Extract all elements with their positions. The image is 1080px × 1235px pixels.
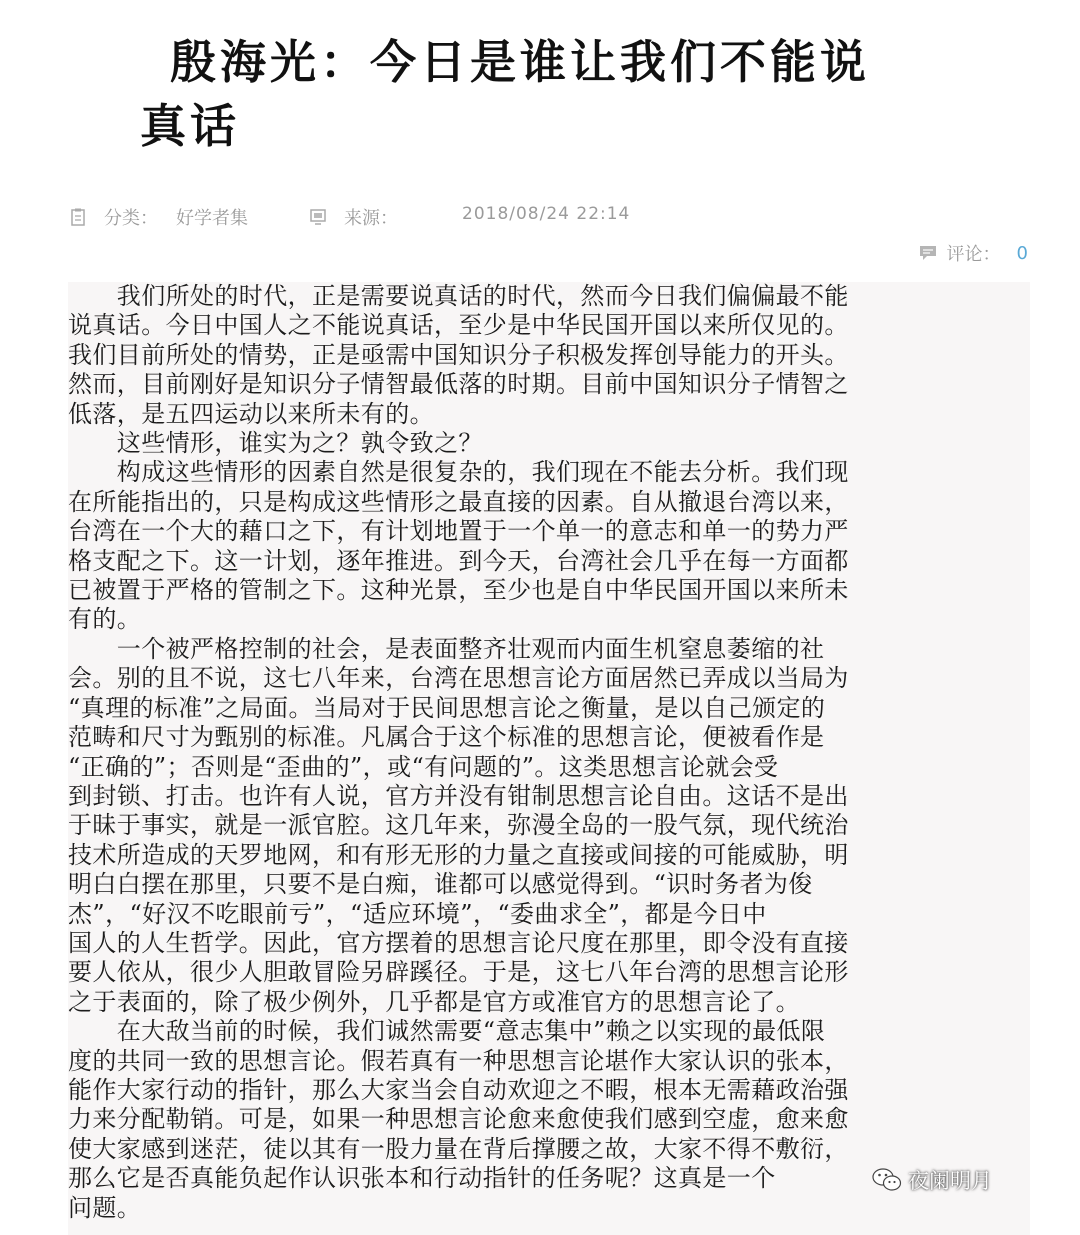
body-line: 技术所造成的天罗地网，和有形无形的力量之直接或间接的可能威胁，明	[68, 840, 849, 869]
body-line: 那么它是否真能负起作认识张本和行动指针的任务呢？这真是一个	[68, 1164, 776, 1193]
body-line: 于昧于事实，就是一派官腔。这几年来，弥漫全岛的一股气氛，现代统治	[68, 811, 849, 840]
body-line: 有的。	[68, 605, 142, 634]
body-line: 台湾在一个大的藉口之下，有计划地置于一个单一的意志和单一的势力严	[68, 517, 849, 546]
body-line: 在所能指出的，只是构成这些情形之最直接的因素。自从撤退台湾以来，	[68, 487, 849, 516]
body-line: 明白白摆在那里，只要不是白痴，谁都可以感觉得到。“识时务者为俊	[68, 870, 813, 899]
category-label: 分类：	[104, 208, 158, 229]
body-line: 国人的人生哲学。因此，官方摆着的思想言论尺度在那里，即令没有直接	[68, 928, 849, 957]
body-line: 杰”，“好汉不吃眼前亏”，“适应环境”，“委曲求全”，都是今日中	[68, 899, 767, 928]
comment-count[interactable]: 0	[1016, 242, 1028, 264]
body-line: 力来分配勒销。可是，如果一种思想言论愈来愈使我们感到空虚，愈来愈	[68, 1105, 849, 1134]
watermark-text: 夜阑明月	[908, 1169, 992, 1193]
comment-icon	[919, 245, 937, 261]
source-item	[310, 204, 416, 230]
body-line: 这些情形，谁实为之？孰令致之？	[68, 429, 483, 458]
comments-info[interactable]	[919, 240, 1028, 266]
body-line: “正确的”；否则是“歪曲的”，或“有问题的”。这类思想言论就会受	[68, 752, 779, 781]
clipboard-icon	[70, 208, 86, 226]
body-line: 度的共同一致的思想言论。假若真有一种思想言论堪作大家认识的张本，	[68, 1046, 849, 1075]
body-line: 已被置于严格的管制之下。这种光景，至少也是自中华民国开国以来所未	[68, 576, 849, 605]
body-line: 我们所处的时代，正是需要说真话的时代，然而今日我们偏偏最不能	[68, 282, 849, 310]
body-line: 范畴和尺寸为甄别的标准。凡属合于这个标准的思想言论，便被看作是	[68, 723, 825, 752]
scanned-text-image	[68, 282, 1030, 1235]
body-line: 要人依从，很少人胆敢冒险另辟蹊径。于是，这七八年台湾的思想言论形	[68, 958, 849, 987]
body-line: 说真话。今日中国人之不能说真话，至少是中华民国开国以来所仅见的。	[68, 311, 849, 340]
category-item[interactable]	[70, 204, 248, 230]
body-line: 使大家感到迷茫，徒以其有一股力量在背后撑腰之故，大家不得不敷衍，	[68, 1134, 849, 1163]
title-line-1: 殷海光：今日是谁让我们不能说	[170, 35, 870, 89]
date-item	[462, 204, 630, 224]
body-line: 到封锁、打击。也许有人说，官方并没有钳制思想言论自由。这话不是出	[68, 781, 849, 810]
body-text	[68, 282, 1030, 1223]
body-line: 构成这些情形的因素自然是很复杂的，我们现在不能去分析。我们现	[68, 458, 849, 487]
body-line: 格支配之下。这一计划，逐年推进。到今天，台湾社会几乎在每一方面都	[68, 546, 849, 575]
wechat-icon	[872, 1167, 902, 1193]
title-line-2: 真话	[140, 99, 240, 153]
body-line: 我们目前所处的情势，正是亟需中国知识分子积极发挥创导能力的开头。	[68, 340, 849, 369]
article-title	[140, 30, 1000, 158]
body-line: 然而，目前刚好是知识分子情智最低落的时期。目前中国知识分子情智之	[68, 370, 849, 399]
article-meta	[70, 204, 1050, 234]
body-line: 一个被严格控制的社会，是表面整齐壮观而内面生机窒息萎缩的社	[68, 634, 825, 663]
source-label: 来源：	[344, 208, 398, 229]
body-line: 问题。	[68, 1193, 142, 1222]
body-line: 能作大家行动的指针，那么大家当会自动欢迎之不暇，根本无需藉政治强	[68, 1075, 849, 1104]
body-line: 会。别的且不说，这七八年来，台湾在思想言论方面居然已弄成以当局为	[68, 664, 849, 693]
comment-label: 评论：	[946, 244, 1001, 265]
publish-date: 2018/08/24 22:14	[462, 204, 631, 224]
body-line: 之于表面的，除了极少例外，几乎都是官方或准官方的思想言论了。	[68, 987, 800, 1016]
body-line: 低落，是五四运动以来所未有的。	[68, 399, 434, 428]
body-line: “真理的标准”之局面。当局对于民间思想言论之衡量，是以自己颁定的	[68, 693, 826, 722]
category-value[interactable]: 好学者集	[176, 208, 248, 229]
body-line: 在大敌当前的时候，我们诚然需要“意志集中”赖之以实现的最低限	[68, 1017, 826, 1046]
watermark	[872, 1165, 992, 1195]
source-icon	[310, 208, 326, 226]
